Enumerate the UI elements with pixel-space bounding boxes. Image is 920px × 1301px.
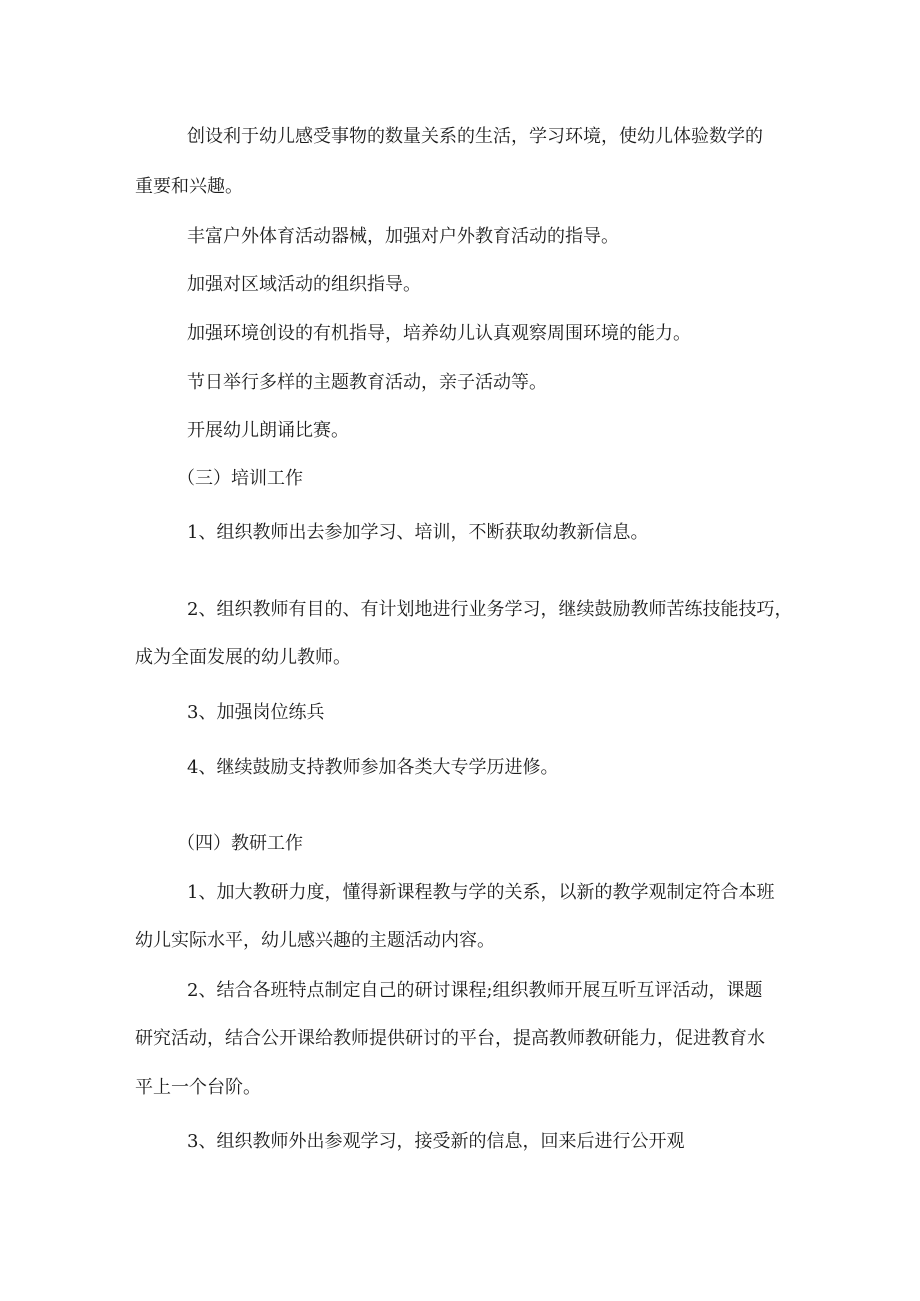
paragraph-5: 节日举行多样的主题教育活动，亲子活动等。 [187,372,547,393]
section-heading-research: （四）教研工作 [177,833,303,854]
paragraph-training-2-line-1: 2、组织教师有目的、有计划地进行业务学习，继续鼓励教师苦练技能技巧， [187,599,793,620]
section-heading-training: （三）培训工作 [177,468,303,489]
paragraph-4: 加强环境创设的有机指导，培养幼儿认真观察周围环境的能力。 [187,323,691,344]
paragraph-training-2-line-2: 成为全面发展的幼儿教师。 [135,647,351,668]
paragraph-1-line-1: 创设利于幼儿感受事物的数量关系的生活，学习环境，使幼儿体验数学的 [187,126,763,147]
paragraph-6: 开展幼儿朗诵比赛。 [187,420,349,441]
paragraph-2: 丰富户外体育活动器械，加强对户外教育活动的指导。 [187,226,619,247]
paragraph-research-2-line-3: 平上一个台阶。 [135,1077,261,1098]
paragraph-research-1-line-1: 1、加大教研力度，懂得新课程教与学的关系，以新的教学观制定符合本班 [187,882,775,903]
paragraph-research-2-line-2: 研究活动，结合公开课给教师提供研讨的平台，提高教师教研能力，促进教育水 [135,1028,765,1049]
paragraph-training-3: 3、加强岗位练兵 [187,702,325,723]
paragraph-training-4: 4、继续鼓励支持教师参加各类大专学历进修。 [187,757,559,778]
paragraph-research-1-line-2: 幼儿实际水平，幼儿感兴趣的主题活动内容。 [135,930,495,951]
paragraph-research-2-line-1: 2、结合各班特点制定自己的研讨课程;组织教师开展互听互评活动，课题 [187,980,763,1001]
paragraph-1-line-2: 重要和兴趣。 [135,176,243,197]
paragraph-training-1: 1、组织教师出去参加学习、培训，不断获取幼教新信息。 [187,522,649,543]
paragraph-research-3: 3、组织教师外出参观学习，接受新的信息，回来后进行公开观 [187,1131,685,1152]
paragraph-3: 加强对区域活动的组织指导。 [187,274,421,295]
